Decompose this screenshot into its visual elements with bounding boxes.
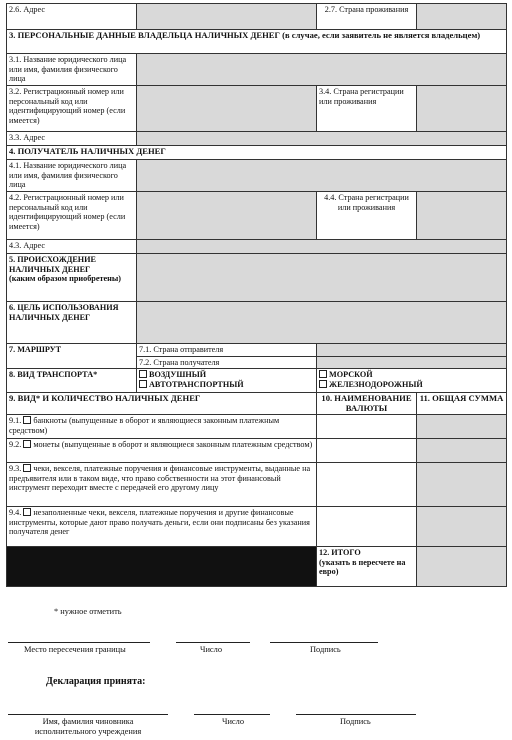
checkbox-icon[interactable] xyxy=(319,370,327,378)
transport-sea[interactable] xyxy=(319,370,504,380)
checkbox-icon[interactable] xyxy=(23,508,31,516)
field-3-3-value[interactable] xyxy=(137,132,507,146)
total-title: 12. ИТОГО xyxy=(319,548,361,557)
item-9-4-sum[interactable] xyxy=(417,507,507,547)
field-4-2-label: 4.2. Регистрационный номер или персональный код или идентифицирующий номер (если имеется) xyxy=(7,192,137,240)
section-5-title: 5. ПРОИСХОЖДЕНИЕ НАЛИЧНЫХ ДЕНЕГ xyxy=(9,255,96,274)
total-sub: (указать в пересчете на евро) xyxy=(319,557,406,576)
item-9-3-sum[interactable] xyxy=(417,463,507,507)
field-3-1-label: 3.1. Название юридического лица или имя, фамилия физического лица xyxy=(7,54,137,86)
field-4-2-value[interactable] xyxy=(137,192,317,240)
field-2-6-value[interactable] xyxy=(137,4,317,30)
field-3-2-value[interactable] xyxy=(137,86,317,132)
item-9-1-text: банкноты (выпущенные в оборот и являющиеся законным платежным средством) xyxy=(9,416,280,435)
item-9-1-currency[interactable] xyxy=(317,415,417,439)
checkbox-icon[interactable] xyxy=(139,380,147,388)
field-4-1-value[interactable] xyxy=(137,160,507,192)
total-blackout xyxy=(7,547,317,587)
date2-line[interactable] xyxy=(194,714,270,715)
transport-col-1 xyxy=(137,369,317,393)
field-2-7-value[interactable] xyxy=(417,4,507,30)
checkbox-icon[interactable] xyxy=(23,416,31,424)
declaration-form xyxy=(6,3,506,587)
transport-rail[interactable] xyxy=(319,380,504,390)
col-11-header: 11. ОБЩАЯ СУММА xyxy=(417,393,507,415)
item-9-2-currency[interactable] xyxy=(317,439,417,463)
item-9-1-sum[interactable] xyxy=(417,415,507,439)
item-9-3 xyxy=(7,463,317,507)
transport-rail-label: ЖЕЛЕЗНОДОРОЖНЫЙ xyxy=(329,379,423,389)
field-4-1-label: 4.1. Название юридического лица или имя, фамилия физического лица xyxy=(7,160,137,192)
date-caption: Число xyxy=(200,645,223,654)
section-8-title: 8. ВИД ТРАНСПОРТА* xyxy=(7,369,137,393)
field-3-4-label: 3.4. Страна регистрации или проживания xyxy=(317,86,417,132)
field-2-7-label: 2.7. Страна проживания xyxy=(317,4,417,30)
footnote: * нужное отметить xyxy=(54,607,122,616)
section-5-label xyxy=(7,254,137,302)
field-3-1-value[interactable] xyxy=(137,54,507,86)
sign2-caption: Подпись xyxy=(340,717,371,726)
checkbox-icon[interactable] xyxy=(23,440,31,448)
field-3-4-value[interactable] xyxy=(417,86,507,132)
section-6-title: 6. ЦЕЛЬ ИСПОЛЬЗОВАНИЯ НАЛИЧНЫХ ДЕНЕГ xyxy=(7,302,137,344)
crossing-caption: Место пересечения границы xyxy=(24,645,126,654)
transport-air[interactable] xyxy=(139,370,314,380)
date-line[interactable] xyxy=(176,642,250,643)
item-9-3-text: чеки, векселя, платежные поручения и финансовые инструменты, выданные на предъявителя или в таком виде, что право собственности на этот финансовый инструмент переходит вместе с передачей его другому лицу xyxy=(9,464,311,492)
checkbox-icon[interactable] xyxy=(319,380,327,388)
date2-caption: Число xyxy=(222,717,245,726)
total-value[interactable] xyxy=(417,547,507,587)
field-7-1-label: 7.1. Страна отправителя xyxy=(137,344,317,357)
official-line[interactable] xyxy=(8,714,168,715)
item-9-4-num: 9.4. xyxy=(9,508,22,517)
field-7-2-value[interactable] xyxy=(317,356,507,369)
item-9-1 xyxy=(7,415,317,439)
crossing-line[interactable] xyxy=(8,642,150,643)
checkbox-icon[interactable] xyxy=(139,370,147,378)
item-9-4-text: незаполненные чеки, векселя, платежные поручения и другие финансовые инструменты, которые дают право получать деньги, если они подписаны без указания получателя денег xyxy=(9,508,310,536)
transport-road-label: АВТОТРАНСПОРТНЫЙ xyxy=(149,379,244,389)
sign2-line[interactable] xyxy=(296,714,416,715)
field-3-3-label: 3.3. Адрес xyxy=(7,132,137,146)
field-7-2-label: 7.2. Страна получателя xyxy=(137,356,317,369)
item-9-4-currency[interactable] xyxy=(317,507,417,547)
item-9-1-num: 9.1. xyxy=(9,416,22,425)
section-9-title: 9. ВИД* И КОЛИЧЕСТВО НАЛИЧНЫХ ДЕНЕГ xyxy=(7,393,317,415)
field-4-3-value[interactable] xyxy=(137,240,507,254)
accepted-title: Декларация принята: xyxy=(46,676,146,687)
field-4-4-value[interactable] xyxy=(417,192,507,240)
transport-road[interactable] xyxy=(139,380,314,390)
official-caption: Имя, фамилия чиновника исполнительного учреждения xyxy=(34,717,142,736)
field-7-1-value[interactable] xyxy=(317,344,507,357)
field-3-2-label: 3.2. Регистрационный номер или персональный код или идентифицирующий номер (если имеется) xyxy=(7,86,137,132)
item-9-4 xyxy=(7,507,317,547)
transport-sea-label: МОРСКОЙ xyxy=(329,370,373,379)
field-2-6-label: 2.6. Адрес xyxy=(7,4,137,30)
section-5-sub: (каким образом приобретены) xyxy=(9,274,121,283)
field-5-value[interactable] xyxy=(137,254,507,302)
sign-caption: Подпись xyxy=(310,645,341,654)
item-9-2-text: монеты (выпущенные в оборот и являющиеся законным платежным средством) xyxy=(33,440,313,449)
form-table xyxy=(6,3,507,587)
item-9-3-num: 9.3. xyxy=(9,464,22,473)
transport-air-label: ВОЗДУШНЫЙ xyxy=(149,370,207,379)
item-9-3-currency[interactable] xyxy=(317,463,417,507)
section-7-title: 7. МАРШРУТ xyxy=(7,344,137,369)
item-9-2-num: 9.2. xyxy=(9,440,22,449)
field-4-3-label: 4.3. Адрес xyxy=(7,240,137,254)
sign-line[interactable] xyxy=(270,642,378,643)
field-6-value[interactable] xyxy=(137,302,507,344)
item-9-2-sum[interactable] xyxy=(417,439,507,463)
section-3-title: 3. ПЕРСОНАЛЬНЫЕ ДАННЫЕ ВЛАДЕЛЬЦА НАЛИЧНЫХ ДЕНЕГ (в случае, если заявитель не является владельцем) xyxy=(7,30,507,54)
checkbox-icon[interactable] xyxy=(23,464,31,472)
item-9-2 xyxy=(7,439,317,463)
section-4-title: 4. ПОЛУЧАТЕЛЬ НАЛИЧНЫХ ДЕНЕГ xyxy=(7,146,507,160)
col-10-header: 10. НАИМЕНОВАНИЕ ВАЛЮТЫ xyxy=(317,393,417,415)
transport-col-2 xyxy=(317,369,507,393)
total-label xyxy=(317,547,417,587)
field-4-4-label: 4.4. Страна регистрации или проживания xyxy=(317,192,417,240)
